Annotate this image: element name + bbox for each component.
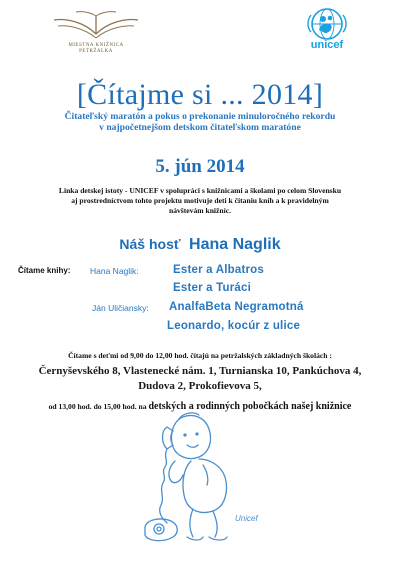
event-subtitle-line2: v najpočetnejšom detskom čitateľskom maratóne (99, 122, 301, 133)
schedule-afternoon-place: detských a rodinných pobočkách našej knižnice (148, 401, 352, 412)
library-logo-icon (46, 8, 146, 72)
school-streets-line1: Černyševského 8, Vlastenecké nám. 1, Turnianska 10, Pankúchova 4, (38, 365, 362, 377)
intro-line2: aj prostredníctvom tohto projektu motivuje deti k čítaniu kníh a k pravidelným (71, 196, 329, 205)
author-name: Hana Naglik: (90, 266, 139, 276)
intro-line3: návštevám knižníc. (168, 206, 232, 215)
schedule-morning: Čítame s deťmi od 9,00 do 12,00 hod. čítajú na petržalských základných školách : (68, 351, 332, 360)
schedule-afternoon-time: od 13,00 hod. do 15,00 hod. na (48, 402, 147, 411)
library-name (46, 43, 146, 55)
guest-name: Hana Naglik (189, 236, 281, 253)
event-subtitle-line1: Čitateľský maratón a pokus o prekonanie minuloročného rekordu (64, 111, 336, 122)
unicef-wordmark: unicef (310, 39, 344, 51)
illustration-label: Unicef (235, 514, 258, 523)
book-title: Ester a Albatros (173, 264, 264, 276)
event-date: 5. jún 2014 (155, 156, 245, 177)
guest-row (0, 236, 400, 254)
intro-line1: Linka detskej istoty - UNICEF v spolupráci s knižnicami a školami po celom Slovensku (58, 186, 342, 195)
library-name-line2: PETRŽALKA (79, 49, 113, 54)
book-title: Ester a Turáci (173, 282, 252, 294)
guest-label: Náš hosť (119, 236, 181, 252)
library-name-line1: MIESTNA KNIŽNICA (68, 43, 124, 48)
book-title: Leonardo, kocúr z ulice (167, 320, 301, 332)
book-title: AnalfaBeta Negramotná (169, 301, 304, 313)
reading-label: Čítame knihy: (18, 266, 71, 275)
child-on-phone-illustration-icon (143, 405, 273, 555)
author-name: Ján Uličiansky: (92, 303, 149, 313)
event-title: [Čítajme si ... 2014] (76, 78, 324, 111)
school-streets-line2: Dudova 2, Prokofievova 5, (138, 380, 262, 392)
